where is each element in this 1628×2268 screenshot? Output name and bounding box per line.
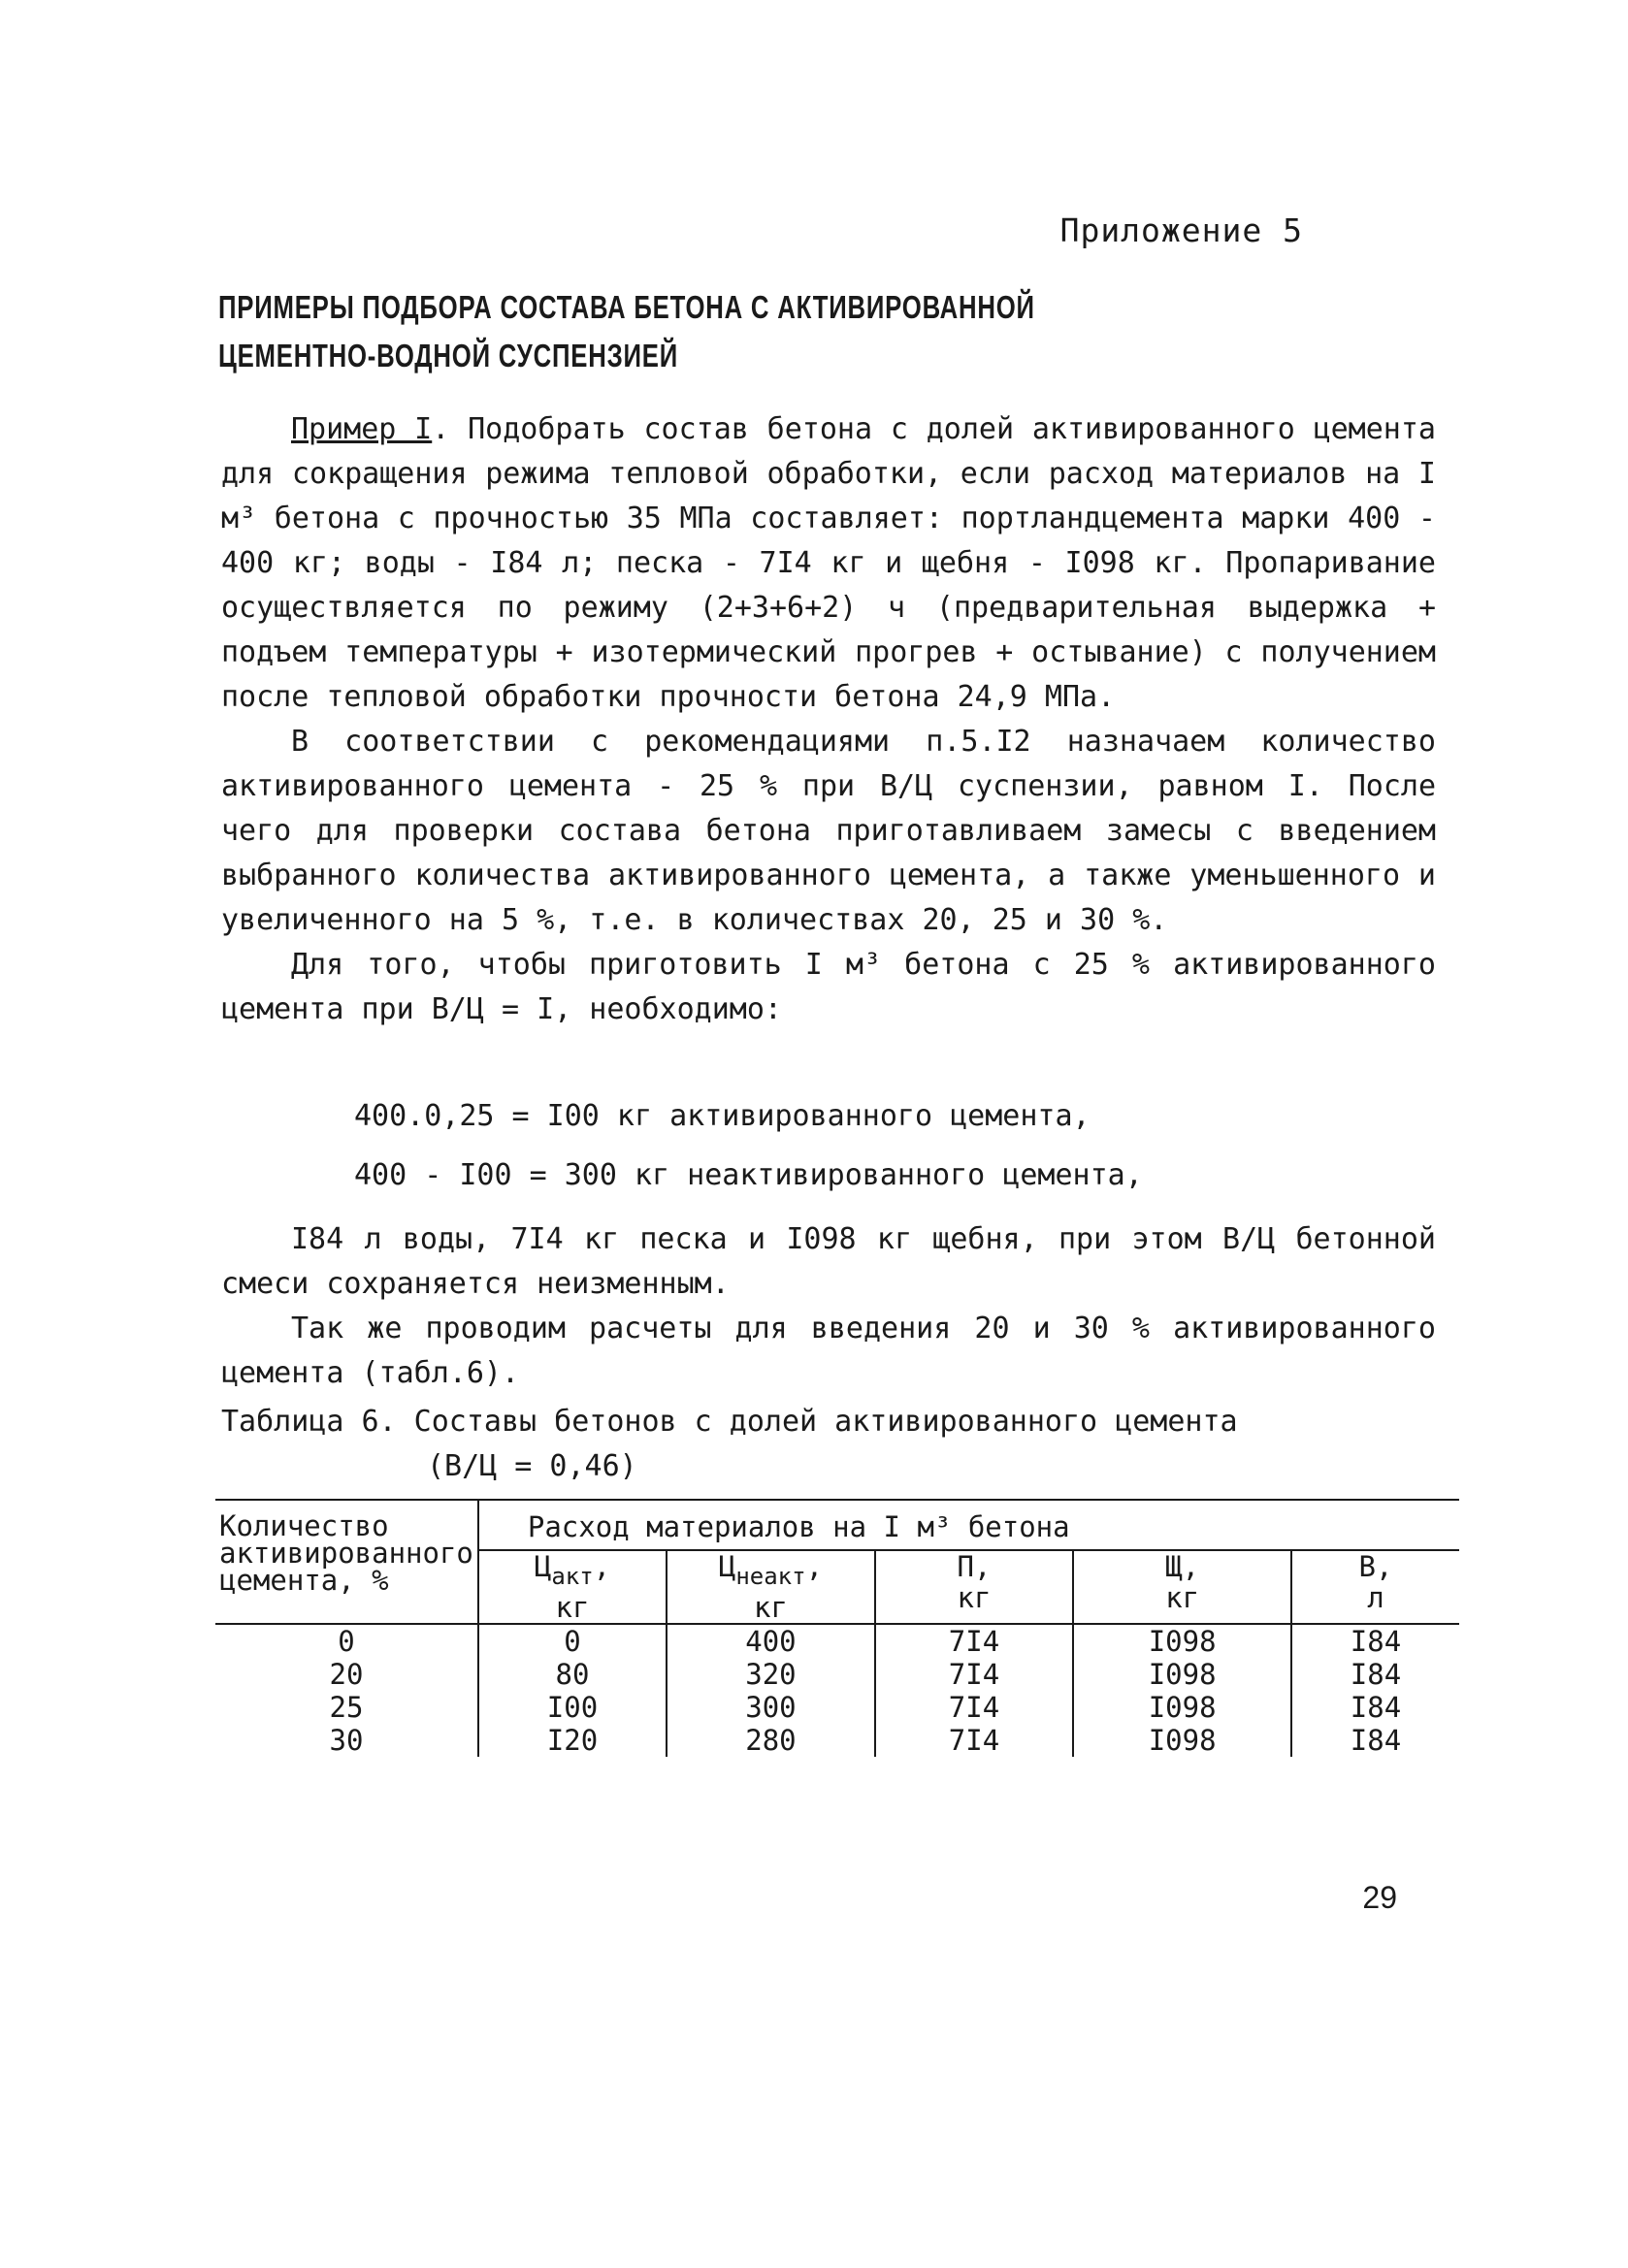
paragraph-5: Так же проводим расчеты для введения 20 и 30 % активированного цемента (табл.6). <box>221 1312 1436 1390</box>
header-c-neakt: $Ц_{неакт}$, кг <box>667 1550 875 1624</box>
paragraph-3: Для того, чтобы приготовить I м³ бетона с 25 % активированного цемента при В/Ц = I, необходимо: <box>221 948 1436 1026</box>
table-row <box>215 1691 1459 1724</box>
unit-l: л <box>1367 1581 1384 1614</box>
cell-c-neakt: 320 <box>667 1658 875 1691</box>
header-materials: Расход материалов на I м³ бетона <box>478 1500 1459 1550</box>
cell-v: I84 <box>1350 1724 1402 1757</box>
cell-quantity: 25 <box>215 1691 478 1724</box>
header-p <box>875 1550 1073 1624</box>
header-sh-main: Щ, <box>1165 1550 1200 1583</box>
appendix-label: Приложение 5 <box>1059 211 1303 249</box>
header-c-akt-sub: акт <box>551 1563 594 1590</box>
header-v-main: В, <box>1358 1550 1393 1583</box>
unit-kg: кг <box>555 1591 590 1624</box>
cell-v: I84 <box>1350 1691 1402 1724</box>
header-c-akt: $Ц_{акт}$, кг <box>478 1550 667 1624</box>
unit-kg: кг <box>1165 1581 1200 1614</box>
cell-p: 7I4 <box>875 1724 1073 1757</box>
cell-c-neakt: 280 <box>667 1724 875 1757</box>
header-sh <box>1073 1550 1291 1624</box>
paragraph-example-1 <box>221 407 1436 720</box>
cell-v: I84 <box>1350 1625 1402 1658</box>
header-c-neakt-main: Ц <box>718 1550 736 1583</box>
document-title <box>218 283 1164 380</box>
cell-p: 7I4 <box>875 1691 1073 1724</box>
cell-c-akt: I20 <box>478 1724 667 1757</box>
table-row <box>215 1658 1459 1691</box>
header-p-main: П, <box>957 1550 992 1583</box>
header-quantity: Количество активированного цемента, % <box>215 1500 478 1624</box>
cell-p: 7I4 <box>875 1624 1073 1658</box>
paragraph-4: I84 л воды, 7I4 кг песка и I098 кг щебня, при этом В/Ц бетонной смеси сохраняется неизменным. <box>221 1222 1436 1301</box>
cell-v: I84 <box>1350 1658 1402 1691</box>
header-c-neakt-sub: неакт <box>735 1563 806 1590</box>
cell-quantity: 0 <box>215 1624 478 1658</box>
cell-c-neakt: 400 <box>667 1624 875 1658</box>
table-row <box>215 1624 1459 1658</box>
table-6 <box>215 1499 1459 1757</box>
example-label: Пример I <box>291 412 433 446</box>
cell-sh: I098 <box>1073 1624 1291 1658</box>
title-line-2: ЦЕМЕНТНО-ВОДНОЙ СУСПЕНЗИЕЙ <box>218 338 678 373</box>
body-text-top <box>221 407 1436 1032</box>
header-c-akt-main: Ц <box>534 1550 552 1583</box>
cell-sh: I098 <box>1073 1658 1291 1691</box>
paragraph-2: В соответствии с рекомендациями п.5.I2 назначаем количество активированного цемента - 25 % при В/Ц суспензии, равном I. После чего для проверки состава бетона приготавливаем замесы с введением выбранного количества активированного цемента, а также уменьшенного и увеличенного на 5 %, т.е. в количествах 20, 25 и 30 %. <box>221 725 1436 937</box>
formula-2: 400 - I00 = 300 кг неактивированного цемента, <box>354 1158 1143 1192</box>
page-number: 29 <box>1362 1880 1397 1915</box>
caption-line-2: (В/Ц = 0,46) <box>427 1449 637 1483</box>
cell-sh: I098 <box>1073 1691 1291 1724</box>
cell-p: 7I4 <box>875 1658 1073 1691</box>
paragraph-1-text: . Подобрать состав бетона с долей активированного цемента для сокращения режима тепловой обработки, если расход материалов на I м³ бетона с прочностью 35 МПа составляет: портландцемента марки 400 - 400 кг; воды - I84 л; песка - 7I4 кг и щебня - I098 кг. Пропаривание осуществляется по режиму (2+3+6+2) ч (предварительная выдержка + подъем температуры + изотермический прогрев + остывание) с получением после тепловой обработки прочности бетона 24,9 МПа. <box>221 412 1436 714</box>
title-line-1: ПРИМЕРЫ ПОДБОРА СОСТАВА БЕТОНА С АКТИВИРОВАННОЙ <box>218 289 1035 325</box>
unit-kg: кг <box>753 1591 788 1624</box>
table-caption <box>221 1400 1238 1489</box>
cell-c-akt: 80 <box>478 1658 667 1691</box>
cell-quantity: 30 <box>215 1724 478 1757</box>
caption-line-1: Таблица 6. Составы бетонов с долей активированного цемента <box>221 1405 1238 1439</box>
cell-c-neakt: 300 <box>667 1691 875 1724</box>
cell-c-akt: 0 <box>478 1624 667 1658</box>
body-text-bottom <box>221 1217 1436 1396</box>
cell-sh: I098 <box>1073 1724 1291 1757</box>
table-row <box>215 1724 1459 1757</box>
header-v <box>1291 1550 1459 1624</box>
cell-c-akt: I00 <box>478 1691 667 1724</box>
unit-kg: кг <box>957 1581 992 1614</box>
cell-quantity: 20 <box>215 1658 478 1691</box>
formula-1: 400.0,25 = I00 кг активированного цемента, <box>354 1099 1091 1133</box>
